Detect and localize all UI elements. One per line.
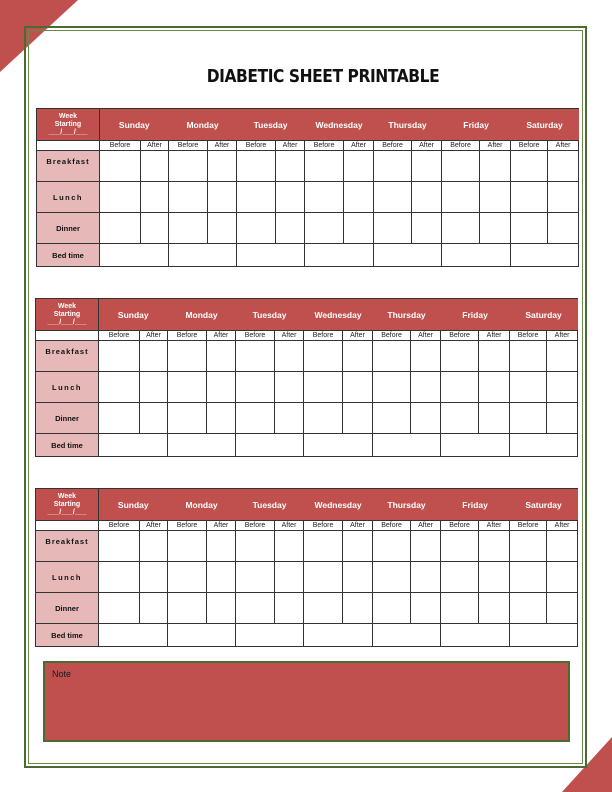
reading-cell[interactable]	[140, 372, 168, 403]
reading-cell[interactable]	[343, 341, 373, 372]
reading-cell[interactable]	[305, 151, 344, 182]
after-label: After	[480, 141, 511, 151]
after-label: After	[276, 141, 305, 151]
before-label: Before	[305, 141, 344, 151]
after-label: After	[411, 521, 441, 531]
reading-cell[interactable]	[236, 372, 275, 403]
reading-cell[interactable]	[374, 151, 412, 182]
week-starting-header[interactable]	[36, 489, 99, 521]
before-label: Before	[236, 331, 275, 341]
reading-cell[interactable]	[548, 213, 579, 244]
day-header-sunday: Sunday	[99, 489, 168, 521]
bed-time-cell[interactable]	[99, 624, 168, 647]
after-label: After	[343, 331, 373, 341]
blank-cell	[36, 521, 99, 531]
day-header-sunday: Sunday	[99, 299, 168, 331]
reading-cell[interactable]	[168, 403, 207, 434]
day-header-saturday: Saturday	[510, 299, 578, 331]
reading-cell[interactable]	[168, 562, 207, 593]
day-header-tuesday: Tuesday	[236, 299, 304, 331]
bed-time-cell[interactable]	[374, 244, 442, 267]
week-starting-line2: Starting	[53, 310, 81, 318]
reading-cell[interactable]	[441, 372, 479, 403]
reading-cell[interactable]	[304, 562, 343, 593]
reading-cell[interactable]	[100, 151, 141, 182]
day-header-tuesday: Tuesday	[237, 109, 305, 141]
after-label: After	[344, 141, 374, 151]
reading-cell[interactable]	[479, 403, 510, 434]
meal-label-bed-time: Bed time	[36, 624, 99, 647]
bed-time-cell[interactable]	[442, 244, 511, 267]
weekly-log-table	[36, 108, 579, 267]
reading-cell[interactable]	[442, 151, 480, 182]
reading-cell[interactable]	[275, 372, 304, 403]
reading-cell[interactable]	[208, 151, 237, 182]
reading-cell[interactable]	[411, 593, 441, 624]
day-header-monday: Monday	[168, 299, 236, 331]
reading-cell[interactable]	[373, 562, 411, 593]
reading-cell[interactable]	[207, 531, 236, 562]
reading-cell[interactable]	[168, 372, 207, 403]
bed-time-cell[interactable]	[441, 434, 510, 457]
bed-time-cell[interactable]	[237, 244, 305, 267]
week-starting-line2: Starting	[53, 500, 81, 508]
bed-time-cell[interactable]	[236, 434, 304, 457]
day-header-thursday: Thursday	[374, 109, 442, 141]
before-label: Before	[99, 521, 140, 531]
before-label: Before	[169, 141, 208, 151]
reading-cell[interactable]	[510, 593, 547, 624]
week-starting-header[interactable]	[37, 109, 100, 141]
reading-cell[interactable]	[442, 182, 480, 213]
after-label: After	[141, 141, 169, 151]
blank-cell	[36, 331, 99, 341]
after-label: After	[207, 331, 236, 341]
bed-time-cell[interactable]	[168, 434, 236, 457]
meal-label-bed-time: Bed time	[37, 244, 100, 267]
after-label: After	[547, 521, 578, 531]
after-label: After	[547, 331, 578, 341]
reading-cell[interactable]	[141, 182, 169, 213]
reading-cell[interactable]	[373, 341, 411, 372]
reading-cell[interactable]	[237, 213, 276, 244]
reading-cell[interactable]	[304, 372, 343, 403]
meal-label-breakfast: Breakfast	[36, 341, 99, 372]
reading-cell[interactable]	[343, 562, 373, 593]
reading-cell[interactable]	[207, 341, 236, 372]
reading-cell[interactable]	[140, 562, 168, 593]
week-starting-line1: Week	[57, 492, 77, 500]
before-label: Before	[510, 521, 547, 531]
day-header-monday: Monday	[169, 109, 237, 141]
reading-cell[interactable]	[441, 593, 479, 624]
reading-cell[interactable]	[480, 213, 511, 244]
before-label: Before	[237, 141, 276, 151]
reading-cell[interactable]	[411, 372, 441, 403]
after-label: After	[208, 141, 237, 151]
day-header-friday: Friday	[442, 109, 511, 141]
reading-cell[interactable]	[237, 151, 276, 182]
reading-cell[interactable]	[236, 593, 275, 624]
bed-time-cell[interactable]	[100, 244, 169, 267]
reading-cell[interactable]	[141, 213, 169, 244]
day-header-wednesday: Wednesday	[304, 489, 373, 521]
reading-cell[interactable]	[344, 151, 374, 182]
bed-time-cell[interactable]	[510, 434, 578, 457]
blank-cell	[37, 141, 100, 151]
reading-cell[interactable]	[547, 531, 578, 562]
meal-label-lunch: Lunch	[36, 372, 99, 403]
reading-cell[interactable]	[373, 403, 411, 434]
meal-label-lunch: Lunch	[36, 562, 99, 593]
week-starting-line1: Week	[58, 112, 78, 120]
reading-cell[interactable]	[275, 562, 304, 593]
reading-cell[interactable]	[207, 372, 236, 403]
day-header-wednesday: Wednesday	[305, 109, 374, 141]
page-title: DIABETIC SHEET PRINTABLE	[206, 66, 440, 87]
reading-cell[interactable]	[343, 593, 373, 624]
reading-cell[interactable]	[236, 341, 275, 372]
reading-cell[interactable]	[480, 182, 511, 213]
reading-cell[interactable]	[510, 341, 547, 372]
reading-cell[interactable]	[207, 562, 236, 593]
after-label: After	[412, 141, 442, 151]
before-label: Before	[441, 331, 479, 341]
after-label: After	[275, 521, 304, 531]
bed-time-cell[interactable]	[236, 624, 304, 647]
reading-cell[interactable]	[479, 372, 510, 403]
reading-cell[interactable]	[548, 182, 579, 213]
reading-cell[interactable]	[275, 531, 304, 562]
reading-cell[interactable]	[304, 403, 343, 434]
reading-cell[interactable]	[99, 562, 140, 593]
bed-time-cell[interactable]	[441, 624, 510, 647]
day-header-saturday: Saturday	[510, 489, 578, 521]
reading-cell[interactable]	[511, 213, 548, 244]
reading-cell[interactable]	[480, 151, 511, 182]
meal-label-dinner: Dinner	[36, 593, 99, 624]
reading-cell[interactable]	[441, 531, 479, 562]
note-box[interactable]	[43, 661, 570, 742]
bed-time-cell[interactable]	[373, 624, 441, 647]
reading-cell[interactable]	[169, 213, 208, 244]
day-header-thursday: Thursday	[373, 299, 441, 331]
reading-cell[interactable]	[169, 151, 208, 182]
reading-cell[interactable]	[373, 593, 411, 624]
week-starting-date-blank: ___/___/___	[47, 508, 87, 516]
reading-cell[interactable]	[304, 341, 343, 372]
before-label: Before	[441, 521, 479, 531]
after-label: After	[548, 141, 579, 151]
reading-cell[interactable]	[479, 562, 510, 593]
reading-cell[interactable]	[479, 593, 510, 624]
reading-cell[interactable]	[510, 403, 547, 434]
after-label: After	[411, 331, 441, 341]
reading-cell[interactable]	[411, 403, 441, 434]
reading-cell[interactable]	[547, 372, 578, 403]
after-label: After	[140, 521, 168, 531]
reading-cell[interactable]	[140, 531, 168, 562]
reading-cell[interactable]	[100, 213, 141, 244]
after-label: After	[140, 331, 168, 341]
reading-cell[interactable]	[276, 182, 305, 213]
before-label: Before	[99, 331, 140, 341]
before-label: Before	[511, 141, 548, 151]
bed-time-cell[interactable]	[169, 244, 237, 267]
meal-label-lunch: Lunch	[37, 182, 100, 213]
reading-cell[interactable]	[100, 182, 141, 213]
reading-cell[interactable]	[511, 151, 548, 182]
day-header-sunday: Sunday	[100, 109, 169, 141]
reading-cell[interactable]	[275, 593, 304, 624]
reading-cell[interactable]	[548, 151, 579, 182]
weekly-log-table	[35, 298, 578, 457]
after-label: After	[479, 521, 510, 531]
reading-cell[interactable]	[305, 213, 344, 244]
reading-cell[interactable]	[99, 593, 140, 624]
week-starting-date-blank: ___/___/___	[48, 128, 88, 136]
reading-cell[interactable]	[99, 372, 140, 403]
day-header-wednesday: Wednesday	[304, 299, 373, 331]
reading-cell[interactable]	[441, 341, 479, 372]
reading-cell[interactable]	[373, 372, 411, 403]
after-label: After	[343, 521, 373, 531]
reading-cell[interactable]	[412, 213, 442, 244]
reading-cell[interactable]	[411, 341, 441, 372]
day-header-tuesday: Tuesday	[236, 489, 304, 521]
reading-cell[interactable]	[99, 531, 140, 562]
bed-time-cell[interactable]	[99, 434, 168, 457]
reading-cell[interactable]	[343, 372, 373, 403]
reading-cell[interactable]	[99, 341, 140, 372]
day-header-friday: Friday	[441, 489, 510, 521]
bed-time-cell[interactable]	[373, 434, 441, 457]
reading-cell[interactable]	[304, 593, 343, 624]
before-label: Before	[304, 331, 343, 341]
bed-time-cell[interactable]	[305, 244, 374, 267]
reading-cell[interactable]	[99, 403, 140, 434]
after-label: After	[207, 521, 236, 531]
weekly-log-table	[35, 488, 578, 647]
reading-cell[interactable]	[343, 531, 373, 562]
day-header-thursday: Thursday	[373, 489, 441, 521]
meal-label-bed-time: Bed time	[36, 434, 99, 457]
reading-cell[interactable]	[547, 593, 578, 624]
reading-cell[interactable]	[140, 341, 168, 372]
reading-cell[interactable]	[479, 531, 510, 562]
before-label: Before	[510, 331, 547, 341]
reading-cell[interactable]	[510, 562, 547, 593]
reading-cell[interactable]	[441, 562, 479, 593]
meal-label-breakfast: Breakfast	[36, 531, 99, 562]
reading-cell[interactable]	[140, 403, 168, 434]
reading-cell[interactable]	[168, 593, 207, 624]
bed-time-cell[interactable]	[304, 434, 373, 457]
reading-cell[interactable]	[276, 151, 305, 182]
before-label: Before	[100, 141, 141, 151]
reading-cell[interactable]	[411, 562, 441, 593]
before-label: Before	[442, 141, 480, 151]
reading-cell[interactable]	[412, 151, 442, 182]
day-header-friday: Friday	[441, 299, 510, 331]
before-label: Before	[168, 331, 207, 341]
reading-cell[interactable]	[511, 182, 548, 213]
reading-cell[interactable]	[305, 182, 344, 213]
reading-cell[interactable]	[140, 593, 168, 624]
bed-time-cell[interactable]	[304, 624, 373, 647]
before-label: Before	[168, 521, 207, 531]
day-header-saturday: Saturday	[511, 109, 579, 141]
reading-cell[interactable]	[169, 182, 208, 213]
before-label: Before	[236, 521, 275, 531]
bed-time-cell[interactable]	[511, 244, 579, 267]
reading-cell[interactable]	[275, 403, 304, 434]
meal-label-dinner: Dinner	[37, 213, 100, 244]
reading-cell[interactable]	[168, 531, 207, 562]
reading-cell[interactable]	[168, 341, 207, 372]
reading-cell[interactable]	[442, 213, 480, 244]
week-starting-line2: Starting	[54, 120, 82, 128]
reading-cell[interactable]	[344, 182, 374, 213]
reading-cell[interactable]	[441, 403, 479, 434]
reading-cell[interactable]	[411, 531, 441, 562]
reading-cell[interactable]	[510, 372, 547, 403]
week-starting-date-blank: ___/___/___	[47, 318, 87, 326]
reading-cell[interactable]	[207, 593, 236, 624]
week-starting-line1: Week	[57, 302, 77, 310]
reading-cell[interactable]	[547, 562, 578, 593]
meal-label-dinner: Dinner	[36, 403, 99, 434]
reading-cell[interactable]	[276, 213, 305, 244]
meal-label-breakfast: Breakfast	[37, 151, 100, 182]
day-header-monday: Monday	[168, 489, 236, 521]
reading-cell[interactable]	[141, 151, 169, 182]
reading-cell[interactable]	[208, 182, 237, 213]
reading-cell[interactable]	[412, 182, 442, 213]
reading-cell[interactable]	[373, 531, 411, 562]
reading-cell[interactable]	[374, 182, 412, 213]
reading-cell[interactable]	[236, 403, 275, 434]
reading-cell[interactable]	[374, 213, 412, 244]
reading-cell[interactable]	[208, 213, 237, 244]
before-label: Before	[374, 141, 412, 151]
before-label: Before	[373, 331, 411, 341]
reading-cell[interactable]	[344, 213, 374, 244]
reading-cell[interactable]	[236, 562, 275, 593]
week-starting-header[interactable]	[36, 299, 99, 331]
reading-cell[interactable]	[479, 341, 510, 372]
before-label: Before	[304, 521, 343, 531]
bed-time-cell[interactable]	[510, 624, 578, 647]
reading-cell[interactable]	[236, 531, 275, 562]
after-label: After	[275, 331, 304, 341]
bed-time-cell[interactable]	[168, 624, 236, 647]
reading-cell[interactable]	[510, 531, 547, 562]
reading-cell[interactable]	[207, 403, 236, 434]
reading-cell[interactable]	[304, 531, 343, 562]
reading-cell[interactable]	[547, 341, 578, 372]
note-label: Note	[52, 669, 72, 679]
before-label: Before	[373, 521, 411, 531]
reading-cell[interactable]	[237, 182, 276, 213]
after-label: After	[479, 331, 510, 341]
reading-cell[interactable]	[275, 341, 304, 372]
reading-cell[interactable]	[547, 403, 578, 434]
reading-cell[interactable]	[343, 403, 373, 434]
